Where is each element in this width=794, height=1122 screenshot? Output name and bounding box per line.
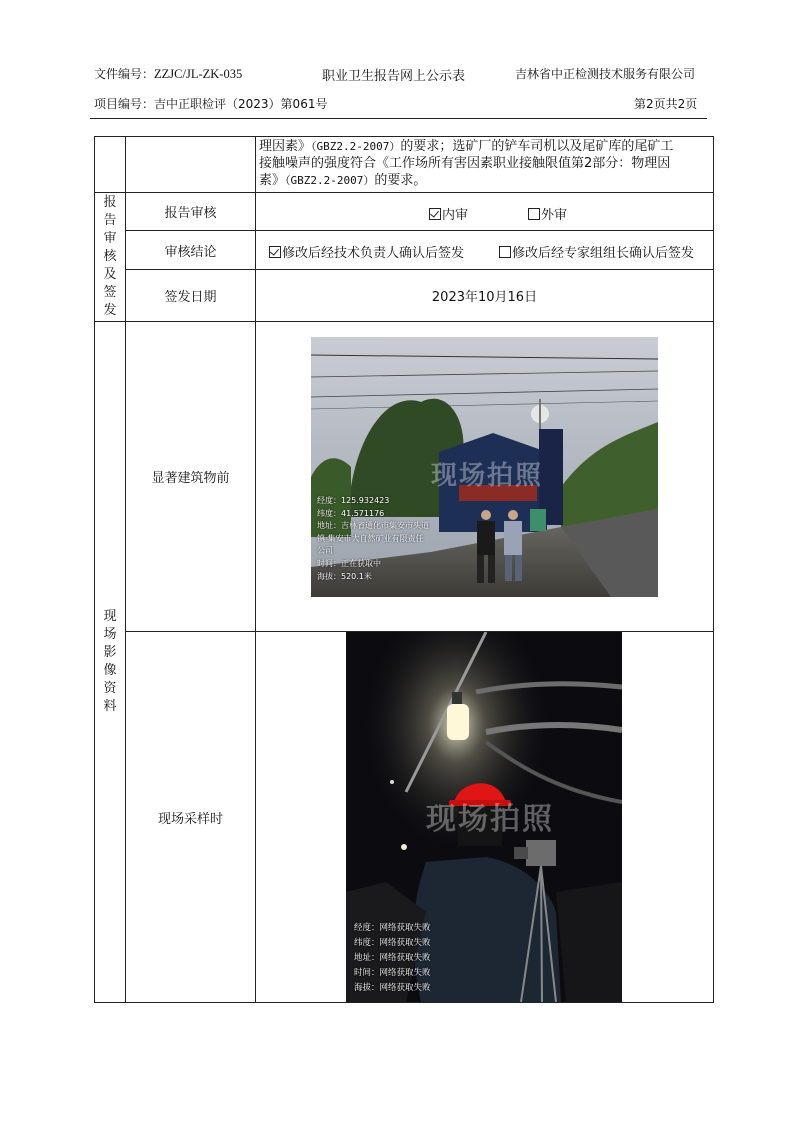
building-photo: [311, 337, 658, 597]
building-photo-cell: [256, 322, 714, 632]
review-type-options: [256, 193, 714, 231]
continuation-text: 理因素》（GBZ2.2-2007）的要求；选矿厂的铲车司机以及尾矿库的尾矿工 接触噪声的强度符合《工作场所有害因素职业接触限值第2部分：物理因 素》（GBZ2.2-2007）的要求。: [256, 137, 714, 193]
issue-date-label: 签发日期: [126, 270, 256, 322]
report-review-label: 报告审核: [126, 193, 256, 231]
header-divider: [90, 118, 707, 119]
company-name: 吉林省中正检测技术服务有限公司: [515, 67, 696, 81]
issue-date-row: [95, 270, 714, 322]
review-conclusion-label: 审核结论: [126, 231, 256, 270]
building-photo-row: [95, 322, 714, 632]
sampling-photo-label: 现场采样时: [126, 632, 256, 1003]
issue-date-value: 2023年10月16日: [256, 270, 714, 322]
document-title: 职业卫生报告网上公示表: [322, 69, 466, 84]
building-photo-label: 显著建筑物前: [126, 322, 256, 632]
checkbox-checked-icon[interactable]: [429, 208, 441, 220]
option-technical-lead[interactable]: 修改后经技术负责人确认后签发: [269, 242, 464, 261]
review-conclusion-row: [95, 231, 714, 270]
sampling-photo-cell: [256, 632, 714, 1003]
checkbox-empty-icon[interactable]: [499, 246, 511, 258]
sampling-photo-row: [95, 632, 714, 1003]
file-number: [94, 65, 242, 82]
page-number: 第2页共2页: [634, 97, 698, 111]
site-section-label: 现 场 影 像 资 料: [95, 322, 126, 1003]
option-expert-lead[interactable]: 修改后经专家组组长确认后签发: [499, 242, 694, 261]
external-review-option[interactable]: 外审: [528, 204, 567, 223]
checkbox-empty-icon[interactable]: [528, 208, 540, 220]
project-number-value: 吉中正职检评（2023）第061号: [154, 97, 328, 111]
internal-review-option[interactable]: 内审: [429, 204, 468, 223]
continuation-row: [95, 137, 714, 193]
photo-metadata-overlay: 经度：125.932423 纬度：41.571176 地址：吉林省通化市集安市头道 镇 集安市大自然矿业有限责任 公司 时间：正在获取中 海拔：520.1米: [317, 496, 429, 581]
file-number-label: 文件编号：: [94, 67, 155, 81]
photo-watermark: 现场拍照: [431, 461, 544, 491]
file-number-value: ZZJC/JL-ZK-035: [154, 67, 243, 81]
photo-watermark: 现场拍照: [426, 802, 554, 837]
report-review-row: [95, 193, 714, 231]
project-number-label: 项目编号：: [94, 97, 155, 111]
project-number: [94, 95, 327, 112]
checkbox-checked-icon[interactable]: [269, 246, 281, 258]
sampling-photo: [346, 632, 622, 1002]
photo-metadata-overlay: 经度：网络获取失败 纬度：网络获取失败 地址：网络获取失败 时间：网络获取失败 海拔：网络获取失败: [354, 923, 431, 993]
review-conclusion-options: [256, 231, 714, 270]
report-table: [94, 136, 714, 1003]
review-section-label: 报 告 审 核 及 签 发: [95, 193, 126, 322]
